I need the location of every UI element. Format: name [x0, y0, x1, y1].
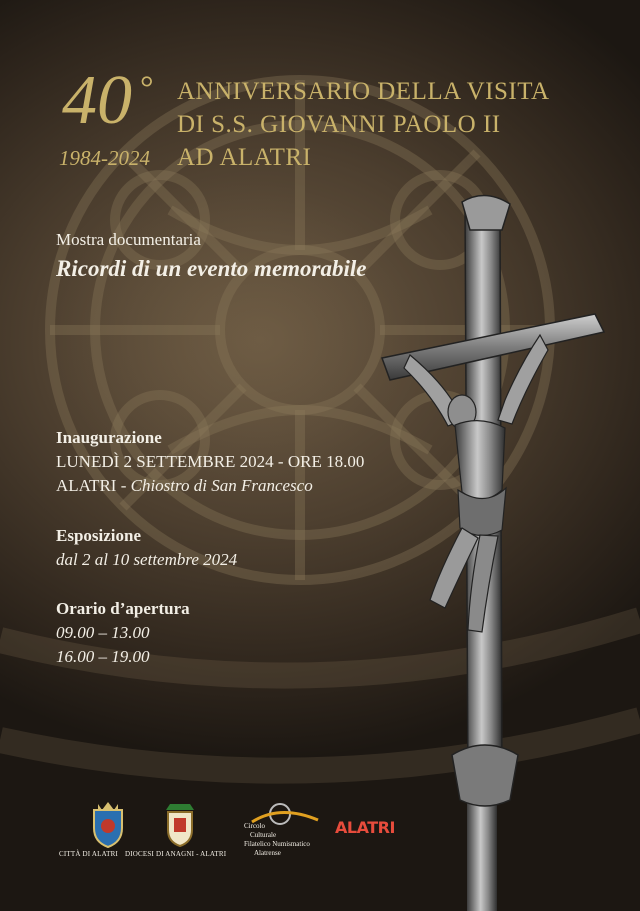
inauguration-date: LUNEDÌ 2 SETTEMBRE 2024 - ORE 18.00 — [56, 452, 365, 471]
inauguration-block — [56, 426, 364, 498]
philatelic-line-4: Alatrense — [254, 849, 281, 857]
headline-line-3: AD ALATRI — [177, 144, 312, 171]
philatelic-line-3: Filatelico Numismatico — [244, 840, 310, 848]
exhibition-heading: Esposizione — [56, 526, 142, 545]
logo-philatelic-circle — [242, 800, 317, 880]
exhibition-subtitle: Ricordi di un evento memorabile — [56, 256, 367, 281]
diocese-logo-caption: DIOCESI DI ANAGNI - ALATRI — [125, 850, 227, 858]
city-coat-of-arms-icon — [88, 800, 128, 848]
city-logo-caption: CITTÀ DI ALATRI — [59, 850, 118, 858]
hours-block — [56, 597, 190, 669]
philatelic-line-2: Culturale — [250, 831, 277, 839]
philatelic-line-1: Circolo — [244, 822, 265, 830]
hours-heading: Orario d’apertura — [56, 599, 190, 618]
anniversary-number: 40 — [62, 62, 132, 139]
inauguration-venue: Chiostro di San Francesco — [130, 476, 313, 495]
headline — [177, 75, 550, 174]
alatri-brand-wordmark: ALATRI — [335, 818, 395, 837]
logo-diocese — [125, 800, 240, 880]
diocese-coat-of-arms-icon — [160, 800, 200, 848]
philatelic-caption — [244, 822, 310, 858]
headline-line-1: ANNIVERSARIO DELLA VISITA — [177, 78, 550, 105]
degree-sign: ° — [140, 70, 154, 107]
logo-alatri-brand — [335, 800, 410, 880]
inauguration-heading: Inaugurazione — [56, 428, 162, 447]
headline-line-2: DI S.S. GIOVANNI PAOLO II — [177, 111, 501, 138]
hours-slot-1: 09.00 – 13.00 — [56, 623, 150, 642]
logo-city-of-alatri — [59, 800, 150, 880]
inauguration-place — [56, 474, 364, 498]
hours-slot-2: 16.00 – 19.00 — [56, 647, 150, 666]
exhibition-dates: dal 2 al 10 settembre 2024 — [56, 550, 238, 569]
exhibition-kind: Mostra documentaria — [56, 230, 201, 249]
exhibition-block — [56, 524, 237, 572]
anniversary-years: 1984-2024 — [59, 146, 150, 170]
inauguration-city: ALATRI - — [56, 476, 131, 495]
